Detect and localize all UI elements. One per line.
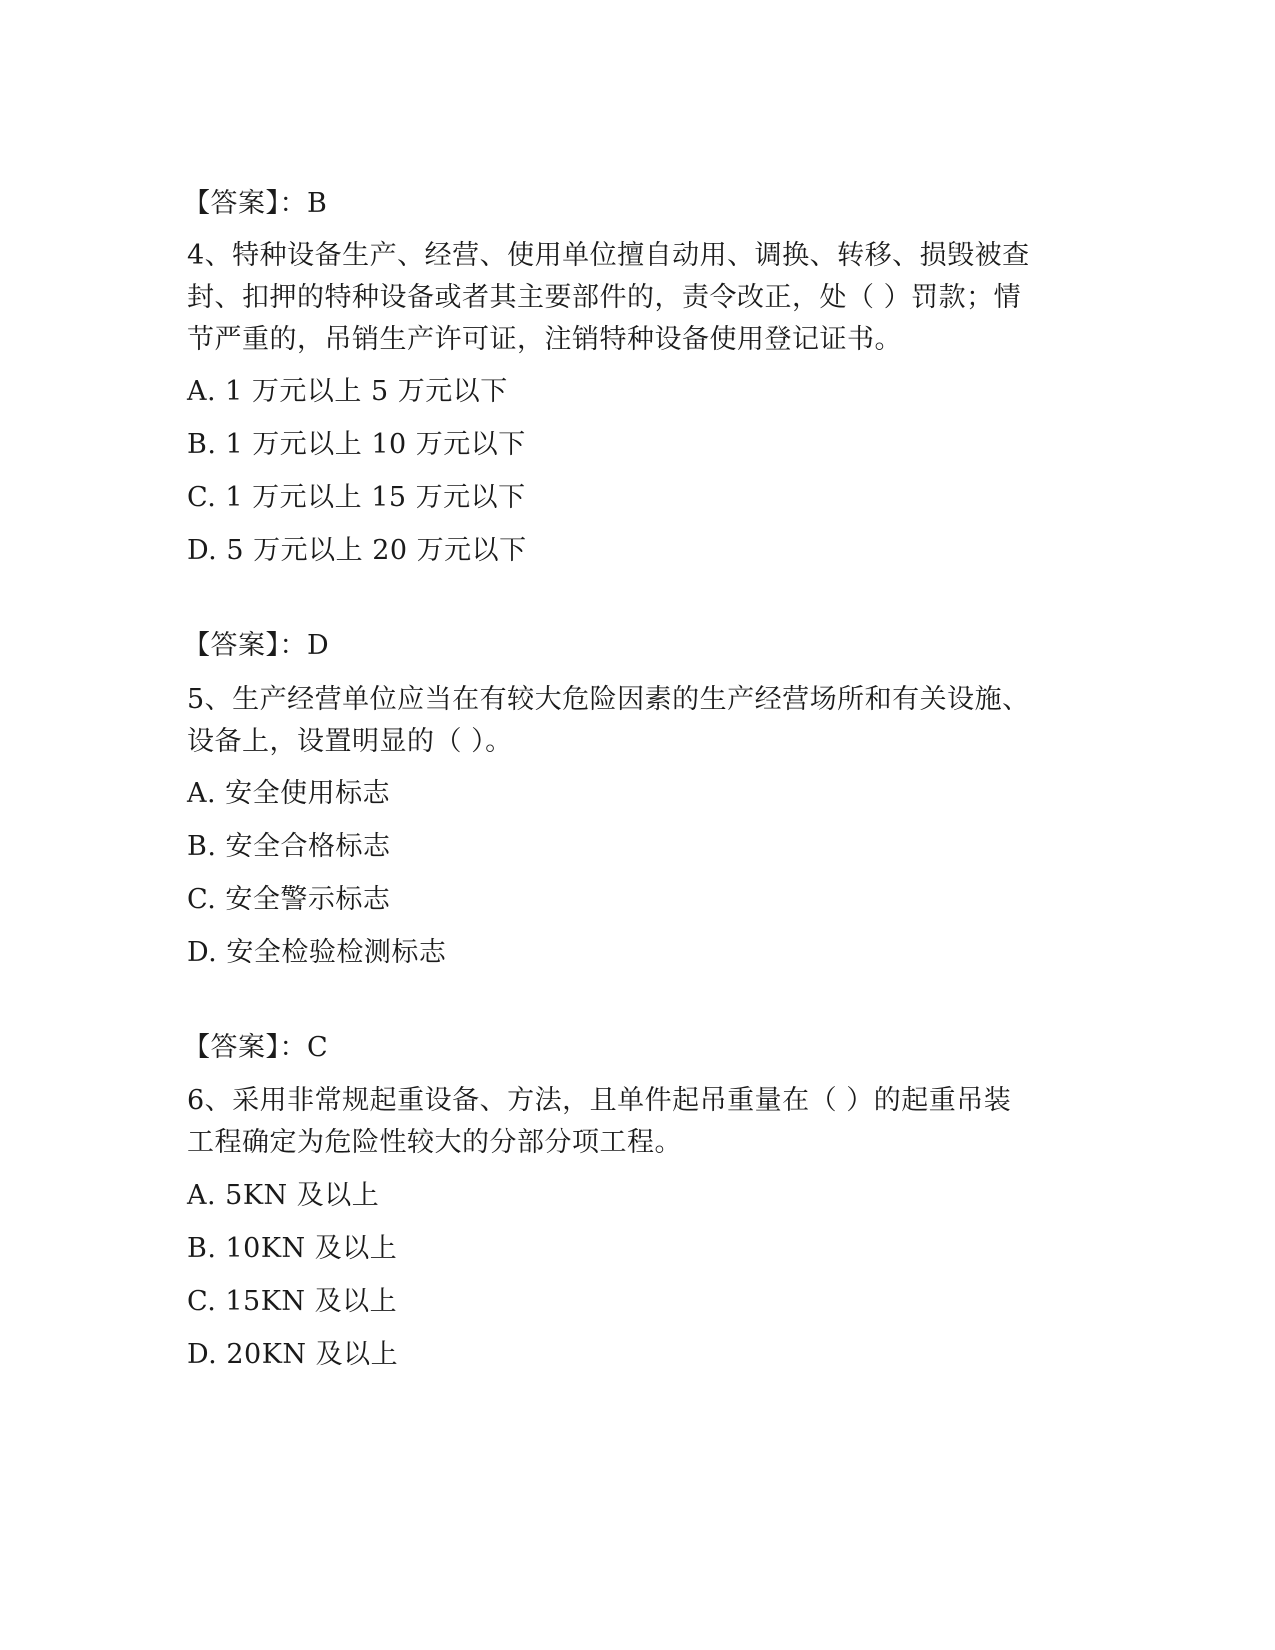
question-4-option-b: B. 1 万元以上 10 万元以下: [187, 429, 526, 460]
question-4-line-3: 节严重的，吊销生产许可证，注销特种设备使用登记证书。: [187, 324, 902, 355]
question-6-line-1: 6、采用非常规起重设备、方法，且单件起吊重量在（ ）的起重吊装: [187, 1085, 1012, 1116]
question-6-option-c: C. 15KN 及以上: [187, 1286, 398, 1317]
answer-label: 【答案】：C: [183, 1032, 329, 1063]
question-5-option-d: D. 安全检验检测标志: [187, 937, 447, 968]
question-6-line-2: 工程确定为危险性较大的分部分项工程。: [187, 1127, 682, 1158]
answer-label: 【答案】：D: [183, 630, 330, 661]
question-5-line-1: 5、生产经营单位应当在有较大危险因素的生产经营场所和有关设施、: [187, 684, 1030, 715]
question-5-option-a: A. 安全使用标志: [187, 778, 391, 809]
question-4-line-1: 4、特种设备生产、经营、使用单位擅自动用、调换、转移、损毁被查: [187, 240, 1030, 271]
question-4-option-d: D. 5 万元以上 20 万元以下: [187, 535, 527, 566]
question-6-option-b: B. 10KN 及以上: [187, 1233, 398, 1264]
question-5-option-b: B. 安全合格标志: [187, 831, 391, 862]
question-5-line-2: 设备上，设置明显的（ ）。: [187, 726, 513, 757]
question-6-option-a: A. 5KN 及以上: [187, 1180, 380, 1211]
question-5-option-c: C. 安全警示标志: [187, 884, 391, 915]
question-6-option-d: D. 20KN 及以上: [187, 1339, 399, 1370]
question-4-line-2: 封、扣押的特种设备或者其主要部件的，责令改正，处（ ）罚款；情: [187, 282, 1022, 313]
answer-label: 【答案】：B: [183, 188, 328, 219]
question-4-option-c: C. 1 万元以上 15 万元以下: [187, 482, 526, 513]
question-4-option-a: A. 1 万元以上 5 万元以下: [187, 376, 508, 407]
